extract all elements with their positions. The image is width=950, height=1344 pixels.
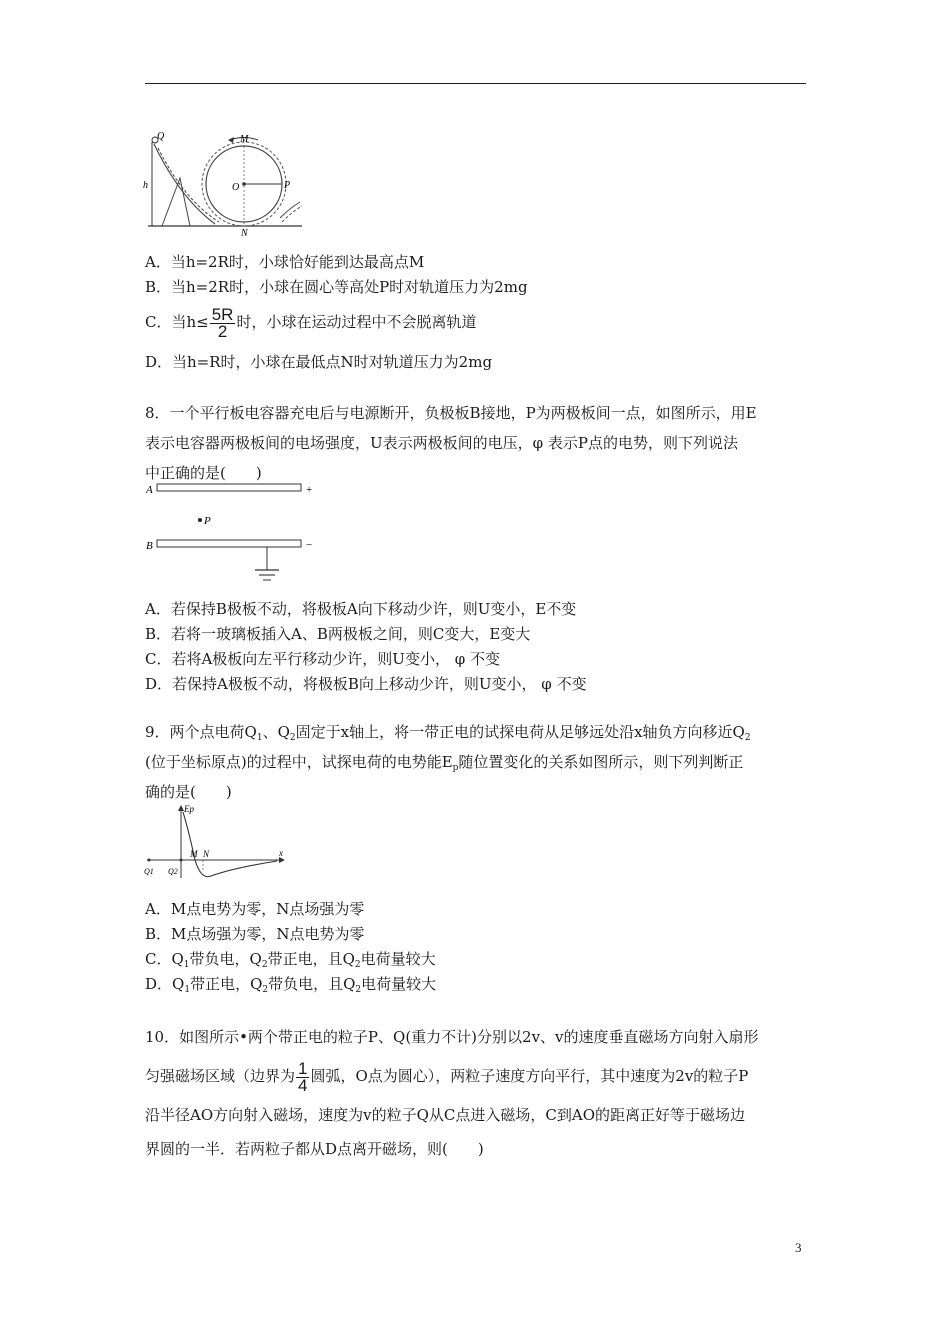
- q8-label-P: P: [204, 515, 211, 527]
- q7-label-top: Q: [157, 131, 165, 142]
- q9-d-mid2: 带负电，且Q: [268, 975, 356, 993]
- q9-sub-p: p: [452, 763, 459, 773]
- q9-d-sub1: 1: [184, 985, 191, 995]
- q10-fraction-denominator: 4: [298, 1075, 308, 1095]
- q9-line1-mid1: 、Q: [262, 723, 290, 741]
- q10-stem-line-1: 10．如图所示•两个带正电的粒子P、Q(重力不计)分别以2v、v的速度垂直磁场方向射入扇形: [145, 1028, 759, 1046]
- q8-label-B: B: [146, 540, 153, 552]
- q7-fraction-denominator: 2: [217, 321, 228, 341]
- q7-option-c: [145, 302, 476, 342]
- q9-label-N: N: [203, 849, 210, 859]
- q7-loop-track-figure: [140, 128, 310, 239]
- q8-label-minus: −: [306, 539, 313, 551]
- q10-line2-post: 圆弧，O点为圆心），两粒子速度方向平行，其中速度为2v的粒子P: [310, 1067, 749, 1085]
- q9-option-c: [145, 949, 436, 975]
- q7-fraction-numerator: 5R: [211, 304, 234, 324]
- q9-label-Ep: Ep: [184, 804, 194, 814]
- q10-fraction-numerator: 1: [298, 1058, 308, 1078]
- q8-stem: [145, 398, 810, 488]
- q7-option-c-pre: C．当h≤: [145, 313, 209, 331]
- q10-line2-pre: 匀强磁场区域（边界为: [145, 1067, 296, 1085]
- q9-stem: [145, 717, 810, 807]
- q9-sub-2b: 2: [744, 733, 751, 743]
- q10-fraction: [296, 1058, 309, 1095]
- q8-stem-line-3: 中正确的是( ): [145, 464, 262, 482]
- q9-option-b: B．M点场强为零，N点电势为零: [145, 925, 365, 943]
- q9-c-sub1: 1: [183, 960, 190, 970]
- q8-stem-line-1: 8．一个平行板电容器充电后与电源断开，负极板B接地，P为两极板间一点，如图所示，用E: [145, 404, 757, 422]
- q7-label-N: N: [241, 228, 248, 239]
- q9-line2-post: 随位置变化的关系如图所示，则下列判断正: [458, 753, 744, 771]
- q7-option-c-post: 时，小球在运动过程中不会脱离轨道: [236, 313, 477, 331]
- q9-line2-pre: (位于坐标原点)的过程中，试探电荷的电势能E: [145, 753, 453, 771]
- q7-label-M: M: [240, 134, 249, 145]
- q9-label-x: x: [279, 848, 283, 858]
- q9-d-post: 电荷量较大: [361, 975, 437, 993]
- page-number: 3: [795, 1240, 802, 1255]
- q10-stem-line-2: [145, 1054, 810, 1098]
- q9-c-post: 电荷量较大: [360, 950, 436, 968]
- q8-option-c: C．若将A极板向左平行移动少许，则U变小， φ 不变: [145, 650, 500, 668]
- q8-option-b: B．若将一玻璃板插入A、B两极板之间，则C变大，E变大: [145, 625, 531, 643]
- q9-c-mid2: 带正电，且Q: [267, 950, 355, 968]
- q7-label-P: P: [284, 180, 291, 191]
- q9-option-a: A．M点电势为零，N点场强为零: [145, 900, 365, 918]
- q9-c-pre: C．Q: [145, 950, 184, 968]
- q7-label-O: O: [232, 182, 240, 193]
- q9-d-mid: 带正电，Q: [190, 975, 263, 993]
- q9-line1-pre: 9．两个点电荷Q: [145, 723, 257, 741]
- q9-d-sub2b: 2: [355, 985, 362, 995]
- q8-capacitor-figure: [143, 478, 323, 590]
- q9-c-sub2: 2: [261, 960, 268, 970]
- q9-sub-2: 2: [289, 733, 296, 743]
- q10-stem-line-4: 界圆的一半．若两粒子都从D点离开磁场，则( ): [145, 1140, 484, 1158]
- q7-option-a: A．当h=2R时，小球恰好能到达最高点M: [145, 253, 425, 271]
- q8-stem-line-2: 表示电容器两极板间的电场强度，U表示两极板间的电压，φ 表示P点的电势，则下列说法: [145, 434, 739, 452]
- q9-sub-1: 1: [256, 733, 263, 743]
- q9-potential-energy-figure: [143, 802, 293, 882]
- q9-line1-mid2: 固定于x轴上，将一带正电的试探电荷从足够远处沿x轴负方向移近Q: [295, 723, 745, 741]
- q9-label-M: M: [190, 849, 198, 859]
- q10-stem: [145, 1020, 810, 1166]
- q9-c-sub2b: 2: [354, 960, 361, 970]
- q8-label-A: A: [146, 484, 153, 496]
- q7-label-h: h: [143, 180, 148, 191]
- q8-label-plus: +: [306, 484, 313, 496]
- q9-label-Q2: Q2: [168, 867, 178, 876]
- q8-option-a: A．若保持B极板不动，将极板A向下移动少许，则U变小，E不变: [145, 600, 577, 618]
- header-rule: [145, 83, 806, 84]
- q7-option-d: D．当h=R时，小球在最低点N时对轨道压力为2mg: [145, 353, 493, 371]
- q9-d-sub2: 2: [262, 985, 269, 995]
- q7-fraction: [210, 304, 236, 341]
- q9-c-mid: 带负电，Q: [189, 950, 262, 968]
- q9-option-d: [145, 974, 436, 1000]
- q9-stem-line-1: [145, 717, 810, 747]
- q9-stem-line-2: [145, 747, 810, 777]
- q9-stem-line-3: 确的是( ): [145, 783, 232, 801]
- q10-stem-line-3: 沿半径AO方向射入磁场，速度为v的粒子Q从C点进入磁场，C到AO的距离正好等于磁场边: [145, 1106, 745, 1124]
- q9-label-Q1: Q1: [144, 867, 154, 876]
- q9-d-pre: D．Q: [145, 975, 185, 993]
- q8-option-d: D．若保持A极板不动，将极板B向上移动少许，则U变小， φ 不变: [145, 675, 587, 693]
- q7-option-b: B．当h=2R时，小球在圆心等高处P时对轨道压力为2mg: [145, 278, 528, 296]
